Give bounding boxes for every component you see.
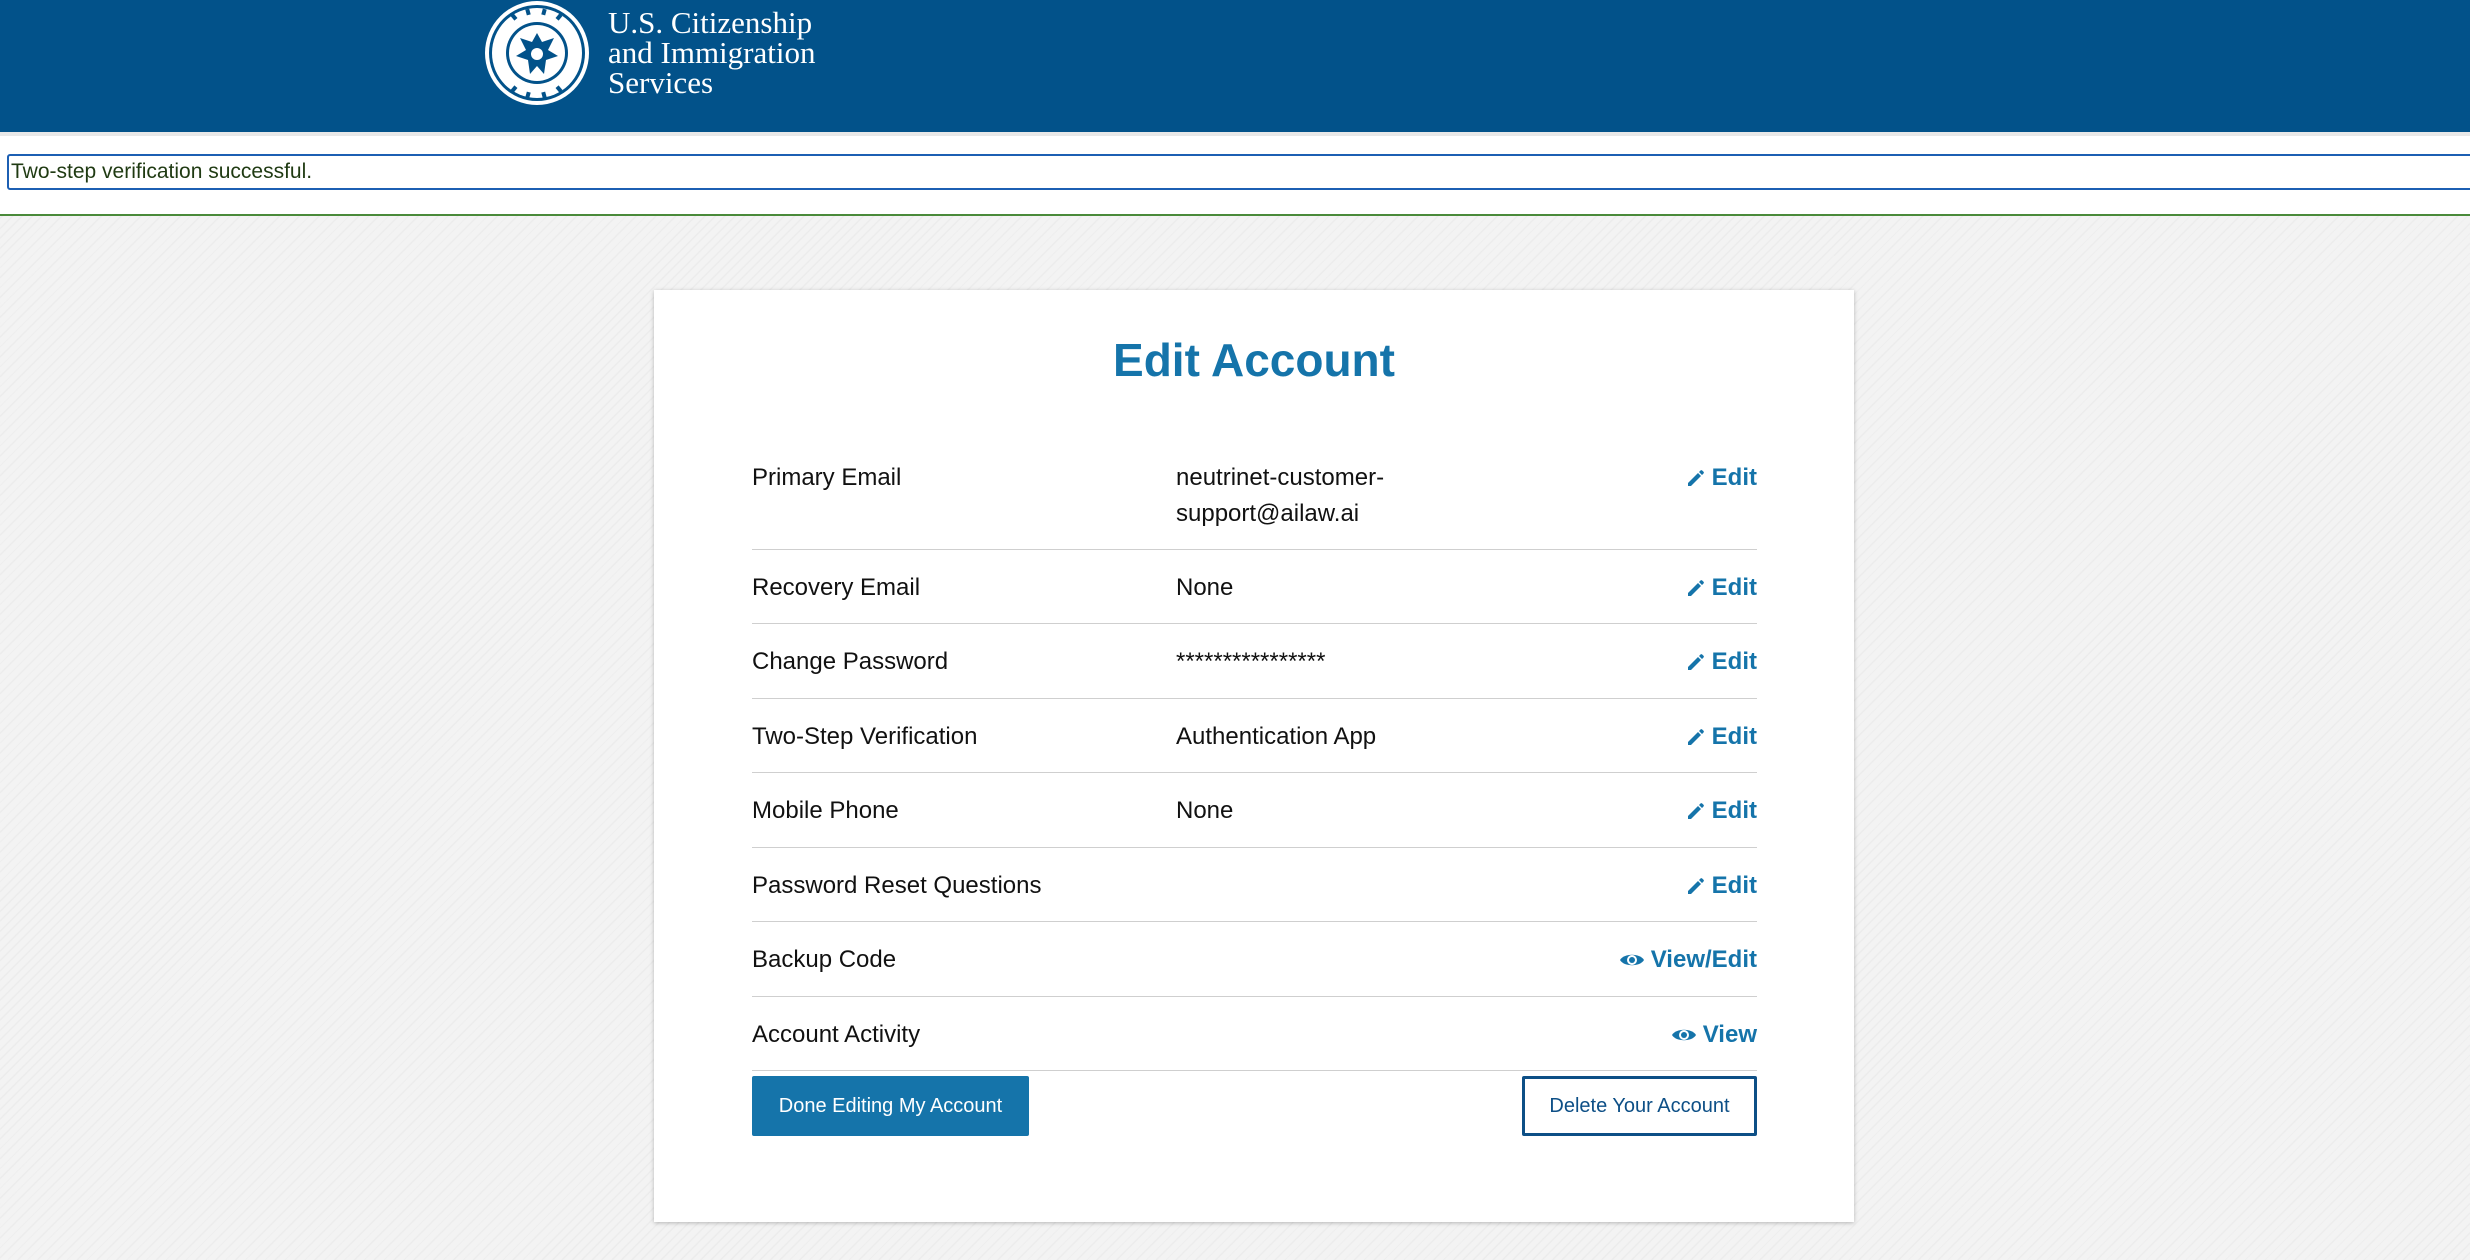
row-value: **************** [1176, 648, 1326, 675]
eye-icon [1671, 1025, 1697, 1045]
account-settings-list [752, 440, 1757, 1071]
agency-name-line-1: U.S. Citizenship [608, 5, 813, 40]
row-change-password [752, 624, 1757, 699]
row-value: Authentication App [1176, 723, 1377, 750]
row-label: Password Reset Questions [752, 872, 1042, 899]
pencil-icon [1686, 468, 1706, 488]
edit-two-step-link[interactable] [1686, 719, 1757, 755]
delete-account-button[interactable]: Delete Your Account [1522, 1076, 1757, 1136]
done-editing-button[interactable]: Done Editing My Account [752, 1076, 1029, 1136]
row-label: Primary Email [752, 464, 902, 491]
row-label: Change Password [752, 648, 949, 675]
action-label: Edit [1711, 723, 1757, 750]
action-label: Edit [1711, 797, 1757, 824]
row-label: Account Activity [752, 1021, 921, 1048]
agency-name-line-3: Services [608, 65, 714, 100]
row-account-activity [752, 997, 1757, 1071]
action-label: Edit [1711, 872, 1757, 899]
pencil-icon [1686, 578, 1706, 598]
eye-icon [1619, 950, 1645, 970]
page-title: Edit Account [1113, 334, 1395, 386]
edit-primary-email-link[interactable] [1686, 460, 1757, 496]
action-label: View/Edit [1650, 946, 1757, 973]
view-account-activity-link[interactable] [1671, 1017, 1757, 1053]
dhs-seal-logo[interactable] [482, 0, 592, 106]
row-value: None [1176, 574, 1234, 601]
agency-name[interactable] [608, 5, 816, 100]
action-label: Edit [1711, 464, 1757, 491]
row-label: Two-Step Verification [752, 723, 978, 750]
site-header [0, 0, 2470, 132]
edit-password-link[interactable] [1686, 644, 1757, 680]
row-backup-code [752, 922, 1757, 997]
agency-name-line-2: and Immigration [608, 35, 816, 70]
pencil-icon [1686, 801, 1706, 821]
row-label: Backup Code [752, 946, 897, 973]
action-label: View [1702, 1021, 1757, 1048]
row-label: Mobile Phone [752, 797, 899, 824]
row-mobile-phone [752, 773, 1757, 848]
pencil-icon [1686, 876, 1706, 896]
view-edit-backup-code-link[interactable] [1619, 942, 1757, 978]
row-value: None [1176, 797, 1234, 824]
alert-region [0, 136, 2470, 216]
edit-reset-questions-link[interactable] [1686, 868, 1757, 904]
edit-account-card [654, 290, 1854, 1222]
pencil-icon [1686, 727, 1706, 747]
row-primary-email [752, 440, 1757, 550]
action-label: Edit [1711, 648, 1757, 675]
row-value: neutrinet-customer-support@ailaw.ai [1176, 464, 1385, 527]
success-alert[interactable]: Two-step verification successful. [7, 154, 2470, 190]
row-recovery-email [752, 550, 1757, 624]
edit-recovery-email-link[interactable] [1686, 570, 1757, 606]
row-password-reset-questions [752, 848, 1757, 922]
action-label: Edit [1711, 574, 1757, 601]
pencil-icon [1686, 652, 1706, 672]
row-two-step-verification [752, 699, 1757, 773]
row-label: Recovery Email [752, 574, 921, 601]
edit-mobile-phone-link[interactable] [1686, 793, 1757, 829]
